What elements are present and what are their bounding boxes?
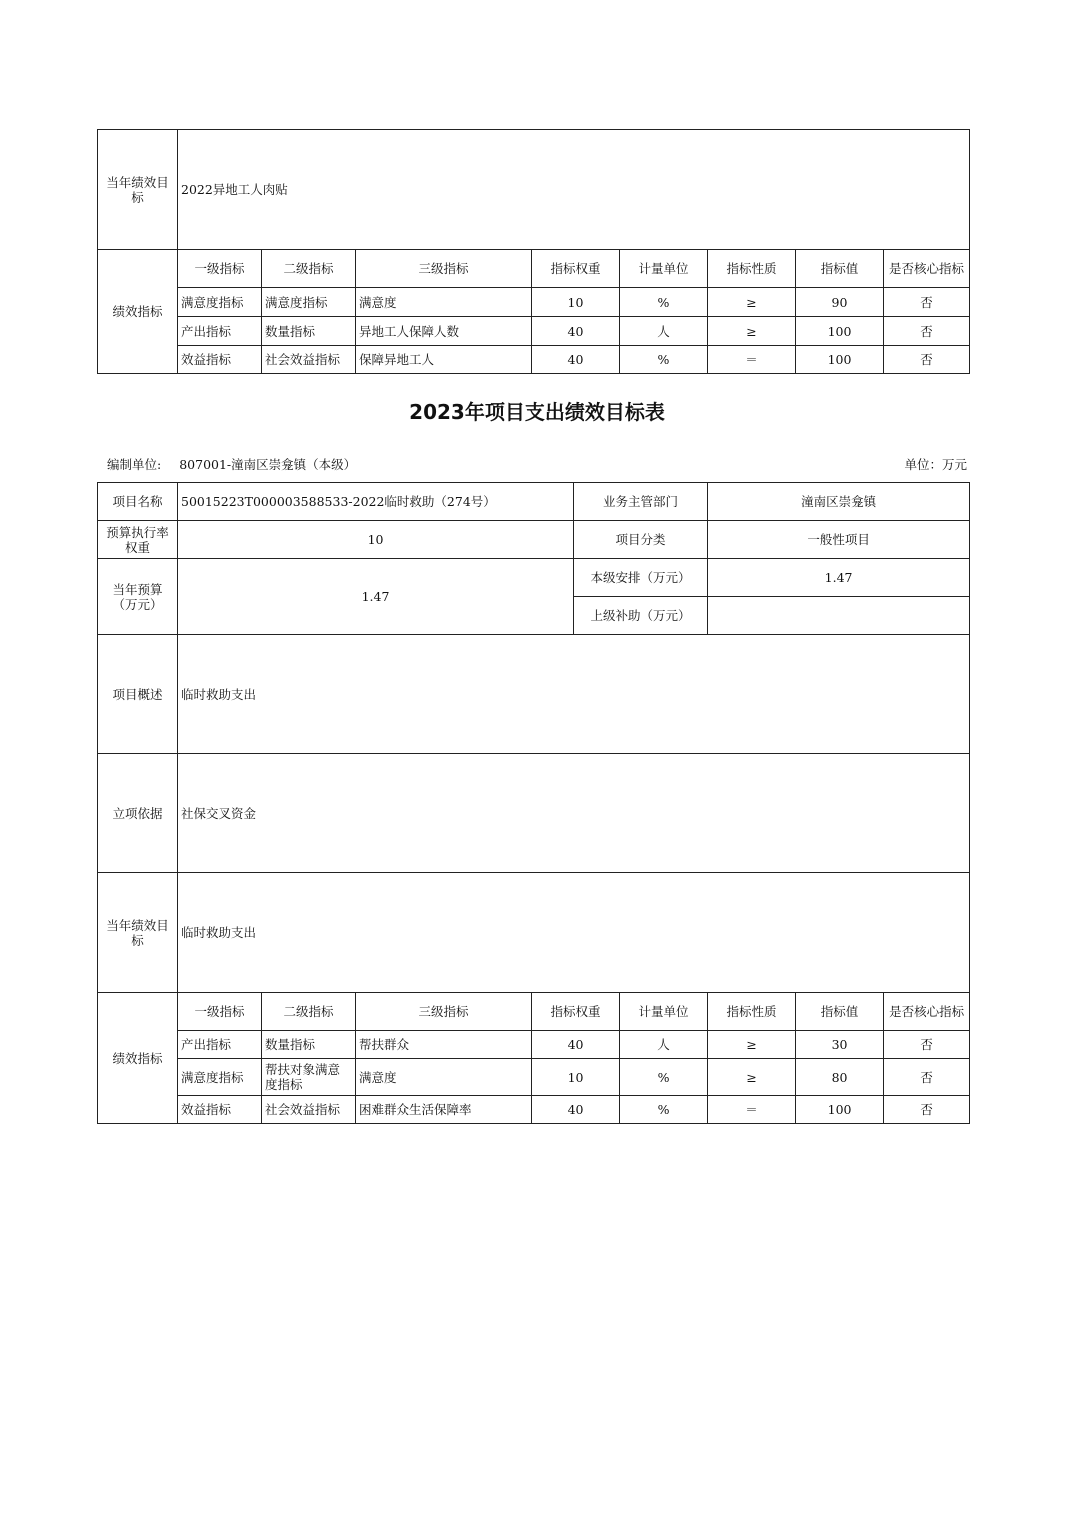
cell-level2: 帮扶对象满意度指标 — [262, 1059, 356, 1096]
cell-weight: 10 — [532, 288, 620, 317]
header-value: 指标值 — [796, 993, 884, 1031]
cell-level2: 数量指标 — [262, 1031, 356, 1059]
indicators-label: 绩效指标 — [98, 993, 178, 1124]
cell-unit: % — [620, 1059, 708, 1096]
table-row — [98, 1031, 970, 1059]
exec-rate-value: 10 — [178, 521, 574, 559]
overview-value: 临时救助支出 — [178, 635, 970, 754]
project-goal-table — [97, 482, 970, 1124]
cell-level1: 效益指标 — [178, 1096, 262, 1124]
cell-level3: 异地工人保障人数 — [356, 317, 532, 346]
goal-row — [98, 130, 970, 250]
cell-level2: 社会效益指标 — [262, 1096, 356, 1124]
table-row — [98, 288, 970, 317]
overview-label: 项目概述 — [98, 635, 178, 754]
cell-nature: ＝ — [708, 1096, 796, 1124]
cell-value: 100 — [796, 346, 884, 374]
cell-level3: 保障异地工人 — [356, 346, 532, 374]
cell-unit: % — [620, 288, 708, 317]
cell-level3: 困难群众生活保障率 — [356, 1096, 532, 1124]
cell-level3: 满意度 — [356, 1059, 532, 1096]
budget-row — [98, 559, 970, 597]
cell-level3: 满意度 — [356, 288, 532, 317]
header-value: 指标值 — [796, 250, 884, 288]
header-core: 是否核心指标 — [884, 250, 970, 288]
goal-value: 临时救助支出 — [178, 873, 970, 993]
compiling-unit — [107, 455, 356, 473]
cell-core: 否 — [884, 288, 970, 317]
header-unit: 计量单位 — [620, 250, 708, 288]
basis-value: 社保交叉资金 — [178, 754, 970, 873]
indicator-table-previous — [97, 129, 970, 374]
budget-value: 1.47 — [178, 559, 574, 635]
cell-unit: 人 — [620, 317, 708, 346]
cell-core: 否 — [884, 317, 970, 346]
cell-nature: ≥ — [708, 1031, 796, 1059]
cell-weight: 40 — [532, 1096, 620, 1124]
local-label: 本级安排（万元） — [574, 559, 708, 597]
cell-level1: 产出指标 — [178, 317, 262, 346]
cell-value: 100 — [796, 317, 884, 346]
cell-level3: 帮扶群众 — [356, 1031, 532, 1059]
exec-rate-row — [98, 521, 970, 559]
header-level3: 三级指标 — [356, 250, 532, 288]
goal-label: 当年绩效目标 — [98, 130, 178, 250]
local-value: 1.47 — [708, 559, 970, 597]
cell-level2: 满意度指标 — [262, 288, 356, 317]
cell-weight: 10 — [532, 1059, 620, 1096]
cell-nature: ＝ — [708, 346, 796, 374]
indicator-header-row — [98, 250, 970, 288]
header-weight: 指标权重 — [532, 993, 620, 1031]
superior-value — [708, 597, 970, 635]
dept-label: 业务主管部门 — [574, 483, 708, 521]
exec-rate-label: 预算执行率权重 — [98, 521, 178, 559]
project-name-value: 50015223T000003588533-2022临时救助（274号） — [178, 483, 574, 521]
basis-label: 立项依据 — [98, 754, 178, 873]
dept-value: 潼南区崇龛镇 — [708, 483, 970, 521]
header-level3: 三级指标 — [356, 993, 532, 1031]
cell-core: 否 — [884, 1096, 970, 1124]
project-name-row — [98, 483, 970, 521]
header-nature: 指标性质 — [708, 993, 796, 1031]
goal-row — [98, 873, 970, 993]
header-weight: 指标权重 — [532, 250, 620, 288]
project-name-label: 项目名称 — [98, 483, 178, 521]
goal-value: 2022异地工人肉贴 — [178, 130, 970, 250]
indicator-header-row — [98, 993, 970, 1031]
compiling-unit-value: 807001-潼南区崇龛镇（本级） — [179, 457, 357, 472]
superior-label: 上级补助（万元） — [574, 597, 708, 635]
header-unit: 计量单位 — [620, 993, 708, 1031]
cell-value: 80 — [796, 1059, 884, 1096]
indicators-label: 绩效指标 — [98, 250, 178, 374]
page-title: 2023年项目支出绩效目标表 — [409, 400, 665, 424]
header-level1: 一级指标 — [178, 993, 262, 1031]
cell-level1: 效益指标 — [178, 346, 262, 374]
header-core: 是否核心指标 — [884, 993, 970, 1031]
cell-level1: 产出指标 — [178, 1031, 262, 1059]
budget-label: 当年预算（万元） — [98, 559, 178, 635]
header-nature: 指标性质 — [708, 250, 796, 288]
cell-core: 否 — [884, 1031, 970, 1059]
cell-core: 否 — [884, 1059, 970, 1096]
cell-level1: 满意度指标 — [178, 1059, 262, 1096]
category-value: 一般性项目 — [708, 521, 970, 559]
cell-core: 否 — [884, 346, 970, 374]
cell-weight: 40 — [532, 317, 620, 346]
header-level1: 一级指标 — [178, 250, 262, 288]
cell-level2: 数量指标 — [262, 317, 356, 346]
table-row — [98, 317, 970, 346]
basis-row — [98, 754, 970, 873]
cell-unit: 人 — [620, 1031, 708, 1059]
cell-value: 30 — [796, 1031, 884, 1059]
overview-row — [98, 635, 970, 754]
cell-value: 90 — [796, 288, 884, 317]
cell-unit: % — [620, 1096, 708, 1124]
cell-unit: % — [620, 346, 708, 374]
money-unit: 单位：万元 — [904, 457, 967, 472]
cell-weight: 40 — [532, 346, 620, 374]
table-row — [98, 1059, 970, 1096]
cell-level2: 社会效益指标 — [262, 346, 356, 374]
cell-level1: 满意度指标 — [178, 288, 262, 317]
header-level2: 二级指标 — [262, 993, 356, 1031]
category-label: 项目分类 — [574, 521, 708, 559]
cell-weight: 40 — [532, 1031, 620, 1059]
cell-nature: ≥ — [708, 1059, 796, 1096]
goal-label: 当年绩效目标 — [98, 873, 178, 993]
table-row — [98, 346, 970, 374]
table-row — [98, 1096, 970, 1124]
compiling-unit-label: 编制单位: — [107, 457, 162, 472]
cell-value: 100 — [796, 1096, 884, 1124]
cell-nature: ≥ — [708, 288, 796, 317]
header-level2: 二级指标 — [262, 250, 356, 288]
cell-nature: ≥ — [708, 317, 796, 346]
